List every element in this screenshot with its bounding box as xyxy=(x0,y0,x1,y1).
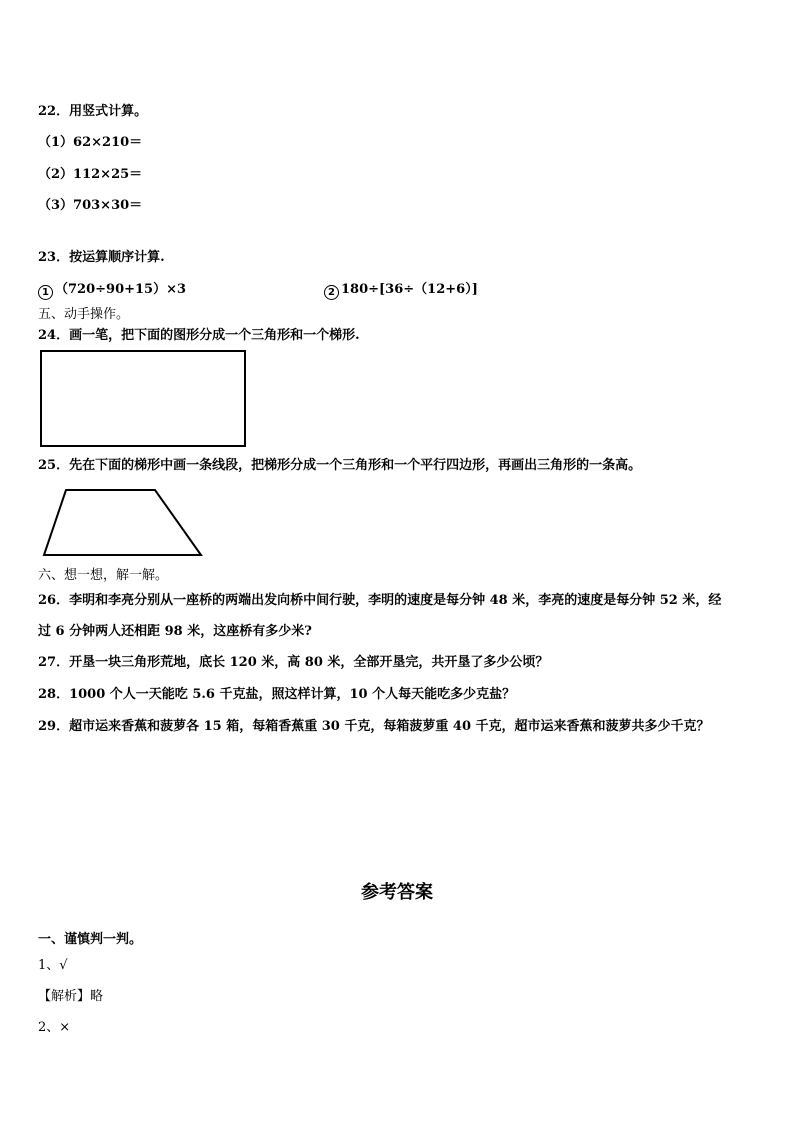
q24-text: 24．画一笔，把下面的图形分成一个三角形和一个梯形. xyxy=(38,328,360,343)
q27-text: 27．开垦一块三角形荒地，底长 120 米，高 80 米，全部开垦完，共开垦了多少公顷？ xyxy=(38,655,549,670)
answers-title: 参考答案 xyxy=(361,882,433,903)
q22-title: 22．用竖式计算。 xyxy=(38,104,148,119)
rectangle-figure xyxy=(41,351,245,446)
circled-number-1: 1 xyxy=(38,285,53,300)
q25-text: 25．先在下面的梯形中画一条线段，把梯形分成一个三角形和一个平行四边形，再画出三角形的一条高。 xyxy=(38,458,642,473)
answers-section-1: 一、谨慎判一判。 xyxy=(38,932,143,947)
section-6-heading: 六、想一想，解一解。 xyxy=(38,568,169,583)
q22-item-3: （3）703×30＝ xyxy=(38,198,143,213)
q22-item-1: （1）62×210＝ xyxy=(38,135,143,150)
circled-number-2: 2 xyxy=(324,285,339,300)
q22-item-2: （2）112×25＝ xyxy=(38,167,143,182)
q26-line-1: 26．李明和李亮分别从一座桥的两端出发向桥中间行驶，李明的速度是每分钟 48 米，李亮的速度是每分钟 52 米，经 xyxy=(38,593,722,608)
q23-title: 23．按运算顺序计算. xyxy=(38,250,165,265)
q23-expression-2: 180÷[36÷（12+6）] xyxy=(341,282,478,297)
q23-expression-1: （720÷90+15）×3 xyxy=(55,282,187,297)
q29-text: 29．超市运来香蕉和菠萝各 15 箱，每箱香蕉重 30 千克，每箱菠萝重 40 千克，超市运来香蕉和菠萝共多少千克？ xyxy=(38,719,710,734)
answer-1-analysis: 【解析】略 xyxy=(38,989,104,1004)
q28-text: 28．1000 个人一天能吃 5.6 千克盐，照这样计算，10 个人每天能吃多少克盐？ xyxy=(38,687,516,702)
trapezoid-figure xyxy=(44,490,201,555)
q26-line-2: 过 6 分钟两人还相距 98 米，这座桥有多少米? xyxy=(38,624,312,639)
answer-2: 2、× xyxy=(38,1020,71,1035)
answer-1: 1、√ xyxy=(38,958,68,973)
section-5-heading: 五、动手操作。 xyxy=(38,307,130,322)
